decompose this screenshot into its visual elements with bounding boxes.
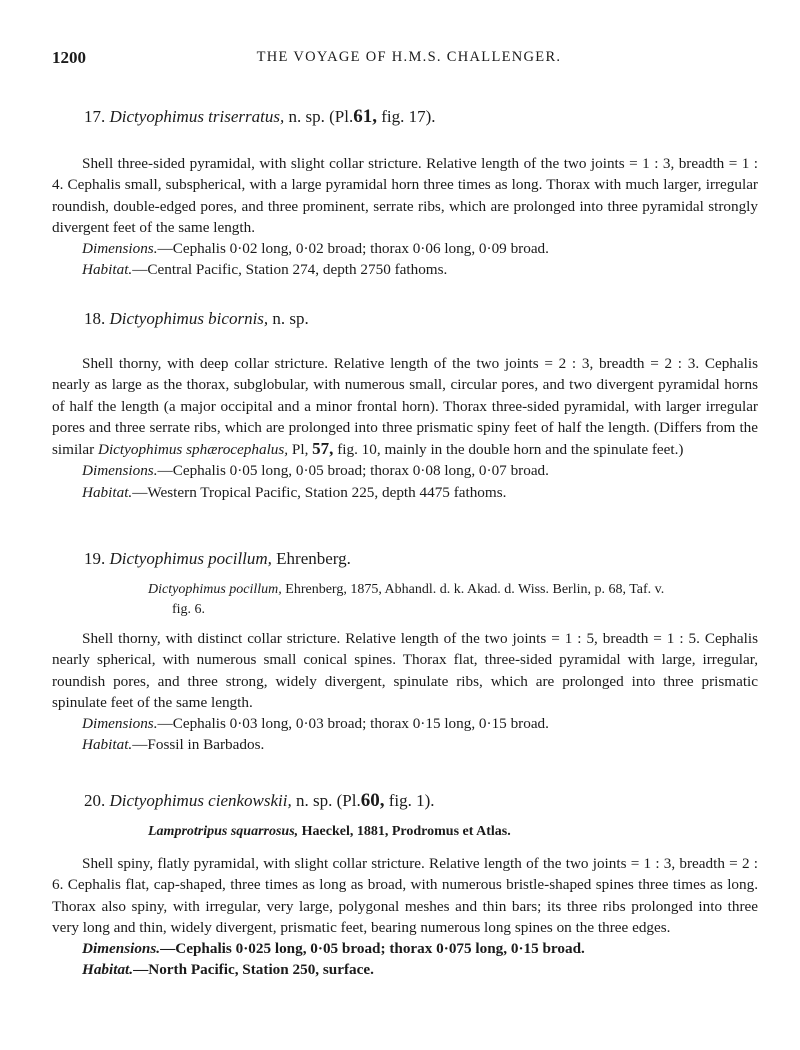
species-description	[52, 353, 758, 460]
habitat	[82, 734, 758, 755]
habitat-label: Habitat.	[82, 261, 133, 279]
plate-prefix: (Pl.	[336, 791, 361, 810]
synonym-citation: Ehrenberg, 1875, Abhandl. d. k. Akad. d. Wiss. Berlin, p. 68, Taf. v.	[285, 582, 665, 597]
species-description: Shell spiny, flatly pyramidal, with slight collar stricture. Relative length of the two joints = 1 : 3, breadth = 2 : 6. Cephalis flat, cap-shaped, three times as long as broad, with numerous bristle-shaped spines three times as long. Thorax also spiny, with irregular, very large, polygonal meshes and thin bars; its three ribs prolonged into three very long and thin, widely divergent, prismatic feet, bearing numerous long spines on the three edges.	[52, 855, 758, 936]
species-name: Dictyophimus triserratus,	[109, 107, 285, 126]
species-heading	[84, 106, 758, 128]
plate-number: 61,	[353, 106, 377, 127]
dimensions-text: —Cephalis 0·05 long, 0·05 broad; thorax 0·08 long, 0·07 broad.	[157, 462, 549, 480]
habitat	[82, 482, 758, 503]
synonym-name: Dictyophimus pocillum,	[148, 582, 282, 597]
plate-number: 60,	[360, 790, 385, 811]
dimensions-label: Dimensions.	[82, 240, 158, 258]
habitat-text: —Western Tropical Pacific, Station 225, depth 4475 fathoms.	[132, 483, 507, 501]
habitat-label: Habitat.	[82, 483, 133, 501]
description-plate-prefix: Pl,	[291, 441, 309, 459]
dimensions-text: —Cephalis 0·02 long, 0·02 broad; thorax 0·06 long, 0·09 broad.	[157, 240, 549, 258]
dimensions-label: Dimensions.	[82, 715, 158, 733]
species-19	[52, 548, 758, 756]
dimensions	[82, 238, 758, 259]
species-17	[52, 106, 758, 281]
description-text-end: fig. 10, mainly in the double horn and the spinulate feet.)	[337, 441, 684, 459]
figure-reference: fig. 17).	[381, 107, 436, 126]
habitat	[82, 959, 758, 980]
running-title: THE VOYAGE OF H.M.S. CHALLENGER.	[256, 49, 562, 65]
habitat	[82, 259, 758, 280]
species-number: 19.	[84, 549, 106, 568]
figure-reference: fig. 1).	[388, 791, 435, 810]
species-number: 17.	[84, 107, 106, 126]
dimensions-label: Dimensions.	[82, 462, 158, 480]
species-heading	[84, 308, 758, 330]
species-status: n. sp.	[296, 791, 333, 810]
species-number: 20.	[84, 791, 106, 810]
dimensions-label: Dimensions.	[82, 940, 161, 958]
species-heading	[84, 790, 758, 812]
dimensions	[82, 713, 758, 734]
species-status: n. sp.	[288, 107, 325, 126]
synonymy	[148, 822, 758, 842]
habitat-label: Habitat.	[82, 961, 134, 979]
species-status: n. sp.	[272, 309, 309, 328]
description-reference: Dictyophimus sphærocephalus,	[97, 441, 289, 459]
species-number: 18.	[84, 309, 106, 328]
synonym-name: Lamprotripus squarrosus,	[148, 824, 299, 839]
species-author: Ehrenberg.	[276, 549, 351, 568]
dimensions-text: —Cephalis 0·03 long, 0·03 broad; thorax 0·15 long, 0·15 broad.	[157, 715, 549, 733]
species-description: Shell thorny, with distinct collar stricture. Relative length of the two joints = 1 : 5, breadth = 1 : 5. Cephalis nearly spherical, with numerous small conical spines. Thorax flat, three-sided pyramidal with large, irregular, roundish pores, and three strong, widely divergent, spinulate ribs, which are prolonged into three prismatic spinulate feet of the same length.	[52, 630, 758, 711]
species-name: Dictyophimus pocillum,	[109, 549, 272, 568]
synonym-citation-cont: fig. 6.	[172, 602, 206, 617]
species-name: Dictyophimus bicornis,	[109, 309, 269, 328]
dimensions	[82, 938, 758, 959]
page-number: 1200	[52, 48, 86, 67]
dimensions-text: —Cephalis 0·025 long, 0·05 broad; thorax 0·075 long, 0·15 broad.	[160, 940, 585, 958]
description-text: Shell thorny, with deep collar stricture. Relative length of the two joints = 2 : 3, breadth = 2 : 3. Cephalis nearly as large as the thorax, subglobular, with numerous small, circular pores, and two divergent pyramidal horns of half the length (a major occipital and a minor frontal horn). Thorax three-sided pyramidal, with larger irregular pores and three serrate ribs, which are prolonged into three prismatic spiny feet of half the length. (Differs from the similar	[52, 355, 758, 459]
species-20	[52, 790, 758, 981]
plate-prefix: (Pl.	[329, 107, 354, 126]
species-heading	[84, 548, 758, 570]
habitat-text: —North Pacific, Station 250, surface.	[133, 961, 374, 979]
dimensions	[82, 460, 758, 481]
habitat-text: —Fossil in Barbados.	[132, 736, 265, 754]
species-18	[52, 308, 758, 503]
habitat-label: Habitat.	[82, 736, 133, 754]
species-name: Dictyophimus cienkowskii,	[109, 791, 292, 810]
description-plate-number: 57,	[312, 439, 334, 459]
synonym-citation: Haeckel, 1881, Prodromus et Atlas.	[301, 824, 511, 839]
page-header	[52, 48, 766, 72]
species-description: Shell three-sided pyramidal, with slight collar stricture. Relative length of the two joints = 1 : 3, breadth = 1 : 4. Cephalis small, subspherical, with a large pyramidal horn three times as long. Thorax with much larger, irregular roundish, double-edged pores, and three prominent, serrate ribs, which are prolonged into three pyramidal strongly divergent feet of the same length.	[52, 155, 758, 236]
synonymy	[148, 580, 758, 600]
habitat-text: —Central Pacific, Station 274, depth 2750 fathoms.	[132, 261, 448, 279]
